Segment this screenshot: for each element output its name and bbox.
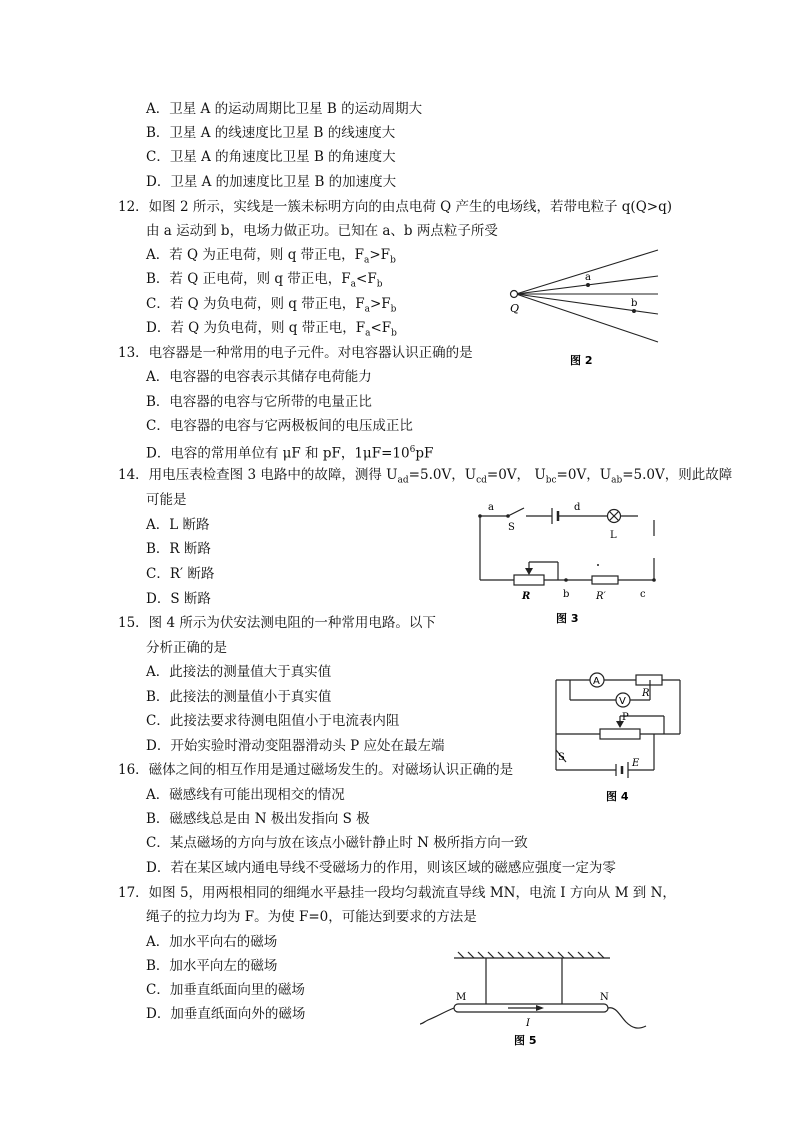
q15-stem-line1: 15．图 4 所示为伏安法测电阻的一种常用电路。以下 bbox=[118, 615, 436, 631]
q17-option-b: B．加水平向左的磁场 bbox=[146, 958, 278, 974]
figure-5-caption: 图 5 bbox=[514, 1034, 537, 1047]
figure-3-caption: 图 3 bbox=[556, 612, 579, 625]
figure-2-caption: 图 2 bbox=[570, 354, 593, 367]
q16-option-d: D．若在某区域内通电导线不受磁场力的作用，则该区域的磁感应强度一定为零 bbox=[146, 860, 616, 876]
label-q: Q bbox=[510, 302, 520, 315]
q12-option-c: C．若 Q 为负电荷，则 q 带正电，$F_a>F_b$ bbox=[146, 296, 397, 315]
q17-stem-line1: 17．如图 5，用两根相同的细绳水平悬挂一段均匀载流直导线 MN，电流 I 方向从 M 到 N， bbox=[118, 885, 676, 901]
q16-stem: 16．磁体之间的相互作用是通过磁场发生的。对磁场认识正确的是 bbox=[118, 762, 514, 778]
fig4-label-s: S bbox=[558, 752, 565, 763]
q15-option-b: B．此接法的测量值小于真实值 bbox=[146, 689, 332, 705]
fig3-label-rprime: R′ bbox=[596, 591, 606, 602]
q16-option-a: A．磁感线有可能出现相交的情况 bbox=[146, 787, 345, 803]
label-a: a bbox=[585, 272, 591, 283]
fig3-label-d: d bbox=[574, 502, 581, 513]
q15-option-a: A．此接法的测量值大于真实值 bbox=[146, 664, 332, 680]
q12-stem-line2: 由 a 运动到 b，电场力做正功。已知在 a、b 两点粒子所受 bbox=[146, 223, 498, 239]
fig3-label-a: a bbox=[488, 502, 494, 513]
fig5-label-m: M bbox=[456, 992, 467, 1003]
figure-3 bbox=[470, 498, 660, 628]
q15-option-d: D．开始实验时滑动变阻器滑动头 P 应处在最左端 bbox=[146, 738, 445, 754]
q11-option-d: D．卫星 A 的加速度比卫星 B 的加速度大 bbox=[146, 174, 397, 190]
q14-option-c: C．R′ 断路 bbox=[146, 566, 215, 582]
q17-option-c: C．加垂直纸面向里的磁场 bbox=[146, 982, 305, 998]
figure-2 bbox=[500, 240, 670, 370]
q17-stem-line2: 绳子的拉力均为 F。为使 F=0，可能达到要求的方法是 bbox=[146, 909, 477, 925]
fig3-label-r: R bbox=[522, 591, 531, 602]
q15-option-c: C．此接法要求待测电阻值小于电流表内阻 bbox=[146, 713, 400, 729]
q13-stem: 13．电容器是一种常用的电子元件。对电容器认识正确的是 bbox=[118, 345, 473, 361]
fig5-label-n: N bbox=[600, 992, 609, 1003]
voltmeter-label: V bbox=[619, 696, 626, 707]
figure-4 bbox=[544, 670, 694, 810]
q14-option-a: A．L 断路 bbox=[146, 517, 210, 533]
fig3-label-s: S bbox=[508, 522, 515, 533]
q15-stem-line2: 分析正确的是 bbox=[146, 640, 227, 656]
q17-option-d: D．加垂直纸面向外的磁场 bbox=[146, 1006, 306, 1022]
q13-option-b: B．电容器的电容与它所带的电量正比 bbox=[146, 394, 372, 410]
figure-4-caption: 图 4 bbox=[606, 790, 629, 803]
point-b bbox=[632, 309, 636, 313]
q14-stem-line1: 14．用电压表检查图 3 电路中的故障，测得 $U_{ad}=5.0V$，$U_{cd}=0V$， $U_{bc}=0V$，$U_{ab}=5.0V$，则此故障 bbox=[118, 467, 733, 486]
fig4-label-e: E bbox=[632, 758, 640, 769]
q13-option-a: A．电容器的电容表示其储存电荷能力 bbox=[146, 369, 372, 385]
q14-stem-line2: 可能是 bbox=[146, 492, 187, 508]
q12-option-a: A．若 Q 为正电荷，则 q 带正电，$F_a>F_b$ bbox=[146, 247, 396, 266]
q11-option-c: C．卫星 A 的角速度比卫星 B 的角速度大 bbox=[146, 149, 396, 165]
q17-option-a: A．加水平向右的磁场 bbox=[146, 934, 278, 950]
charge-q-circle bbox=[511, 291, 518, 298]
fig4-label-p: P bbox=[622, 712, 629, 723]
q12-stem-line1: 12．如图 2 所示，实线是一簇未标明方向的由点电荷 Q 产生的电场线，若带电粒子 q(Q>q) bbox=[118, 199, 672, 215]
q12-option-d: D．若 Q 为负电荷，则 q 带正电，$F_a<F_b$ bbox=[146, 320, 397, 339]
fig3-label-c: c bbox=[640, 589, 646, 600]
fig5-label-i: I bbox=[526, 1018, 530, 1029]
q14-option-d: D．S 断路 bbox=[146, 591, 211, 607]
fig3-label-b: b bbox=[563, 589, 570, 600]
figure-5 bbox=[420, 946, 650, 1050]
q12-option-b: B．若 Q 正电荷，则 q 带正电，$F_a<F_b$ bbox=[146, 271, 383, 290]
label-b: b bbox=[631, 298, 638, 309]
q11-option-b: B．卫星 A 的线速度比卫星 B 的线速度大 bbox=[146, 125, 396, 141]
q16-option-c: C．某点磁场的方向与放在该点小磁针静止时 N 极所指方向一致 bbox=[146, 835, 528, 851]
fig4-label-r: R bbox=[642, 688, 650, 699]
q13-option-c: C．电容器的电容与它两极板间的电压成正比 bbox=[146, 418, 413, 434]
ammeter-label: A bbox=[593, 676, 600, 687]
q13-option-d: D．电容的常用单位有 μF 和 pF，$1\mu F=10^6pF$ bbox=[146, 445, 434, 462]
q14-option-b: B．R 断路 bbox=[146, 541, 211, 557]
q11-option-a: A．卫星 A 的运动周期比卫星 B 的运动周期大 bbox=[146, 101, 423, 117]
q16-option-b: B．磁感线总是由 N 极出发指向 S 极 bbox=[146, 811, 370, 827]
point-a bbox=[586, 283, 590, 287]
fig3-label-l: L bbox=[610, 530, 617, 541]
